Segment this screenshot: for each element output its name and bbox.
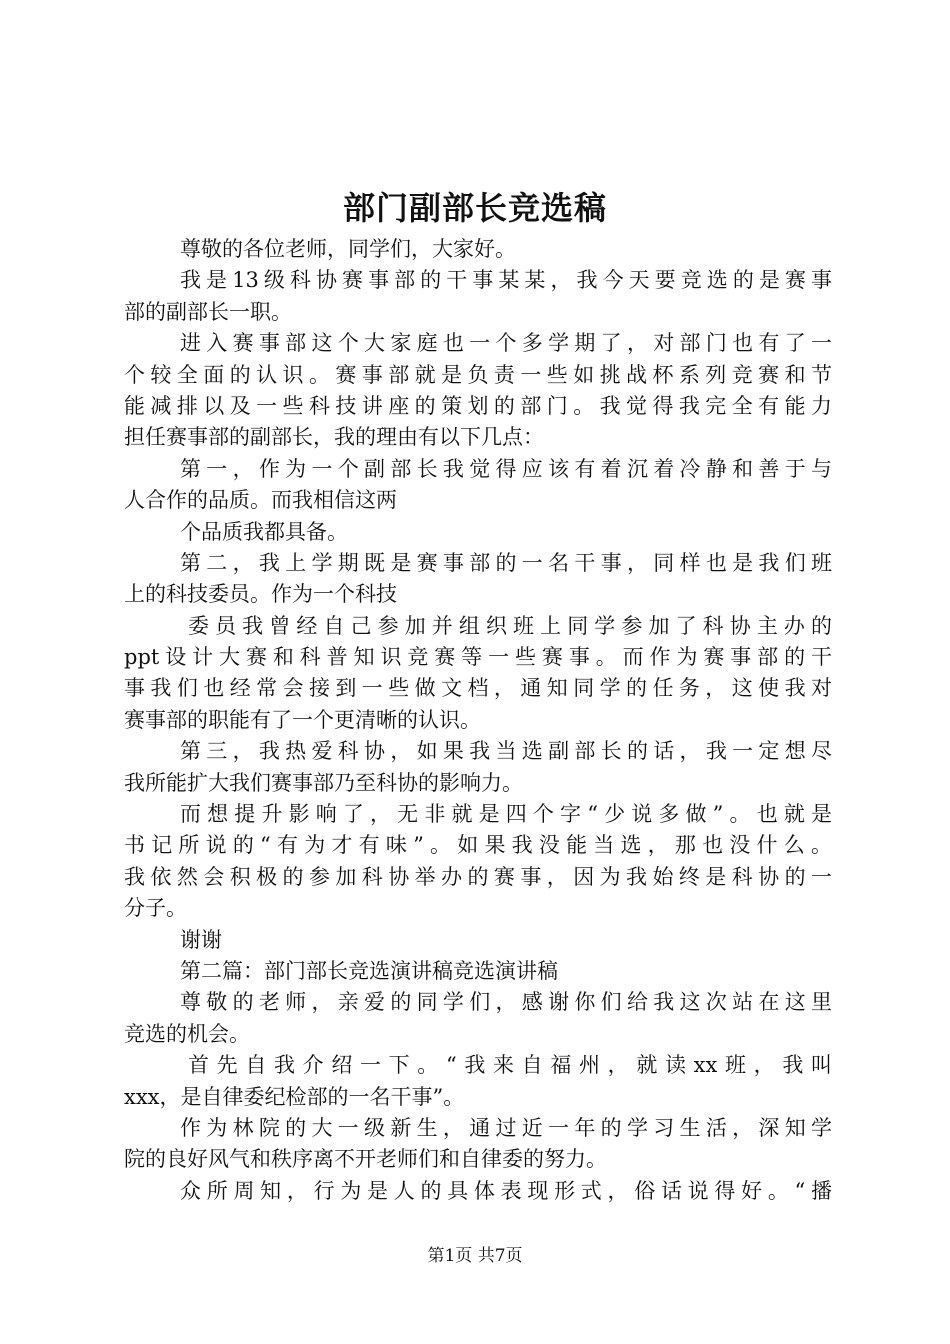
text-line: 个较全面的认识。赛事部就是负责一些如挑战杯系列竞赛和节 bbox=[124, 362, 832, 387]
text-line: 尊敬的老师，亲爱的同学们，感谢你们给我这次站在这里 bbox=[180, 990, 832, 1015]
text-line: 我是13级科协赛事部的干事某某，我今天要竞选的是赛事 bbox=[180, 268, 832, 293]
document-body bbox=[124, 234, 832, 1207]
text-line: 担任赛事部的副部长，我的理由有以下几点： bbox=[124, 425, 544, 450]
text-line: 而想提升影响了，无非就是四个字“少说多做”。也就是 bbox=[180, 802, 832, 827]
text-line: 院的良好风气和秩序离不开老师们和自律委的努力。 bbox=[124, 1147, 607, 1172]
text-line: 能减排以及一些科技讲座的策划的部门。我觉得我完全有能力 bbox=[124, 393, 832, 418]
text-line: 委员我曾经自己参加并组织班上同学参加了科协主办的 bbox=[188, 613, 832, 638]
text-line: 第二，我上学期既是赛事部的一名干事，同样也是我们班 bbox=[180, 550, 832, 575]
text-line: 部的副部长一职。 bbox=[124, 299, 292, 324]
text-line: 众所周知，行为是人的具体表现形式，俗话说得好。“播 bbox=[180, 1178, 832, 1203]
text-line: 赛事部的职能有了一个更清晰的认识。 bbox=[124, 707, 481, 732]
page-footer: 第1页 共7页 bbox=[427, 1246, 523, 1266]
text-line: 首先自我介绍一下。“我来自福州，就读xx班，我叫 bbox=[188, 1053, 832, 1078]
text-line: 书记所说的“有为才有味”。如果我没能当选，那也没什么。 bbox=[124, 833, 832, 858]
text-line: 尊敬的各位老师，同学们，大家好。 bbox=[180, 237, 516, 261]
text-line: 个品质我都具备。 bbox=[180, 519, 348, 544]
text-line: 事我们也经常会接到一些做文档，通知同学的任务，这使我对 bbox=[124, 676, 832, 701]
text-line: 竞选的机会。 bbox=[124, 1021, 250, 1046]
text-line: 谢谢 bbox=[180, 927, 222, 952]
text-line: 第一，作为一个副部长我觉得应该有着沉着冷静和善于与 bbox=[180, 456, 832, 481]
text-line: 上的科技委员。作为一个科技 bbox=[124, 582, 397, 607]
text-line: 我依然会积极的参加科协举办的赛事，因为我始终是科协的一 bbox=[124, 864, 832, 889]
text-line: 我所能扩大我们赛事部乃至科协的影响力。 bbox=[124, 770, 523, 795]
text-line: ppt设计大赛和科普知识竞赛等一些赛事。而作为赛事部的干 bbox=[124, 645, 832, 670]
text-line: xxx，是自律委纪检部的一名干事”。 bbox=[124, 1084, 465, 1109]
text-line: 作为林院的大一级新生，通过近一年的学习生活，深知学 bbox=[180, 1115, 832, 1140]
text-line: 第三，我热爱科协，如果我当选副部长的话，我一定想尽 bbox=[180, 739, 832, 764]
section-heading: 第二篇：部门部长竞选演讲稿竞选演讲稿 bbox=[180, 958, 558, 983]
text-line: 进入赛事部这个大家庭也一个多学期了，对部门也有了一 bbox=[180, 331, 832, 356]
text-line: 分子。 bbox=[124, 896, 187, 921]
text-line: 人合作的品质。而我相信这两 bbox=[124, 488, 397, 513]
document-title: 部门副部长竞选稿 bbox=[342, 189, 607, 227]
